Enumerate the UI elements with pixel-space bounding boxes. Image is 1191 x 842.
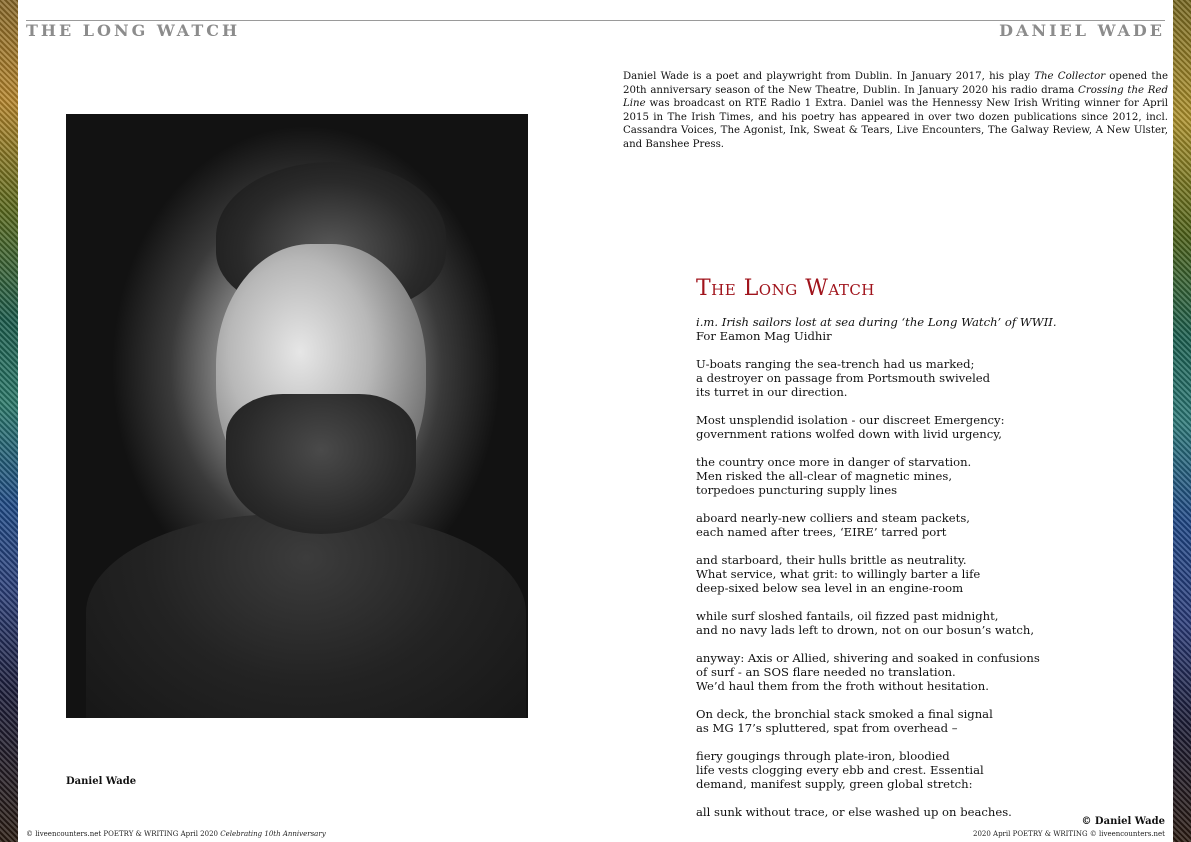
poem-line: demand, manifest supply, green global stretch: bbox=[696, 777, 973, 791]
poem-line: U-boats ranging the sea-trench had us marked; bbox=[696, 357, 975, 371]
left-decorative-border bbox=[0, 0, 18, 842]
photo-caption: Daniel Wade bbox=[66, 776, 137, 787]
poem-line: as MG 17’s spluttered, spat from overhead – bbox=[696, 721, 958, 735]
poem-stanza bbox=[696, 413, 1166, 441]
bio-text-2: opened the 20th anniversary season of the New Theatre, Dublin. In January 2020 his radio drama bbox=[623, 71, 1169, 96]
author-bio bbox=[623, 70, 1168, 152]
poem-line: fiery gougings through plate-iron, bloodied bbox=[696, 749, 950, 763]
poem-line: anyway: Axis or Allied, shivering and soaked in confusions bbox=[696, 651, 1040, 665]
poem-line: On deck, the bronchial stack smoked a final signal bbox=[696, 707, 993, 721]
poem-stanza bbox=[696, 749, 1166, 791]
portrait-body bbox=[86, 514, 526, 718]
poem-line: and no navy lads left to drown, not on our bosun’s watch, bbox=[696, 623, 1035, 637]
poem-line: each named after trees, ‘EIRE’ tarred port bbox=[696, 525, 947, 539]
poem-stanza bbox=[696, 609, 1166, 637]
poem-line: We’d haul them from the froth without hesitation. bbox=[696, 679, 989, 693]
poem-stanza bbox=[696, 357, 1166, 399]
running-title-right: DANIEL WADE bbox=[999, 21, 1165, 40]
footer-left-text: © liveencounters.net POETRY & WRITING April 2020 bbox=[26, 830, 221, 838]
footer-right: 2020 April POETRY & WRITING © liveencounters.net bbox=[972, 830, 1165, 838]
poem-line: deep-sixed below sea level in an engine-room bbox=[696, 581, 964, 595]
poem-line: the country once more in danger of starvation. bbox=[696, 455, 972, 469]
poem-for-line: For Eamon Mag Uidhir bbox=[696, 329, 832, 343]
poem-line: all sunk without trace, or else washed up on beaches. bbox=[696, 805, 1012, 819]
poem-line: Men risked the all-clear of magnetic mines, bbox=[696, 469, 953, 483]
poem-line: its turret in our direction. bbox=[696, 385, 848, 399]
right-decorative-border bbox=[1173, 0, 1191, 842]
poem-stanzas bbox=[696, 357, 1166, 819]
bio-radio-title: Crossing the Red Line bbox=[623, 84, 1168, 110]
poem-line: life vests clogging every ebb and crest. Essential bbox=[696, 763, 984, 777]
poem-line: of surf - an SOS flare needed no translation. bbox=[696, 665, 956, 679]
bio-text-3: was broadcast on RTE Radio 1 Extra. Daniel was the Hennessy New Irish Writing winner for April 2015 in The Irish Times, and his poetry has appeared in over two dozen publications since 2012, incl. Cassandra Voices, The Agonist, Ink, Sweat & Tears, Live Encounters, The Galway Review, A New Ulster, and Banshee Press. bbox=[623, 98, 1168, 150]
footer-left-anniversary: Celebrating 10th Anniversary bbox=[220, 830, 326, 838]
poem-stanza bbox=[696, 651, 1166, 693]
poem-title: The Long Watch bbox=[696, 276, 875, 301]
poem-line: Most unsplendid isolation - our discreet Emergency: bbox=[696, 413, 1005, 427]
poem-dedication: i.m. Irish sailors lost at sea during ‘the Long Watch’ of WWII. bbox=[696, 315, 1057, 329]
poem-line: while surf sloshed fantails, oil fizzed past midnight, bbox=[696, 609, 999, 623]
poem-body bbox=[696, 315, 1166, 819]
portrait-beard bbox=[226, 394, 416, 534]
footer-left bbox=[26, 830, 326, 838]
poem-line: aboard nearly-new colliers and steam packets, bbox=[696, 511, 970, 525]
poem-stanza bbox=[696, 511, 1166, 539]
running-title-left: THE LONG WATCH bbox=[26, 21, 241, 40]
bio-play-title: The Collector bbox=[1034, 71, 1106, 82]
poem-line: a destroyer on passage from Portsmouth swiveled bbox=[696, 371, 991, 385]
poem-line: and starboard, their hulls brittle as neutrality. bbox=[696, 553, 967, 567]
poem-line: torpedoes puncturing supply lines bbox=[696, 483, 898, 497]
poem-stanza bbox=[696, 707, 1166, 735]
poem-stanza bbox=[696, 553, 1166, 595]
poem-line: What service, what grit: to willingly barter a life bbox=[696, 567, 981, 581]
poem-copyright: © Daniel Wade bbox=[1081, 816, 1165, 827]
poem-line: government rations wolfed down with livid urgency, bbox=[696, 427, 1002, 441]
poem-stanza bbox=[696, 455, 1166, 497]
author-portrait bbox=[66, 114, 528, 718]
bio-text-1: Daniel Wade is a poet and playwright from Dublin. In January 2017, his play bbox=[623, 71, 1035, 82]
